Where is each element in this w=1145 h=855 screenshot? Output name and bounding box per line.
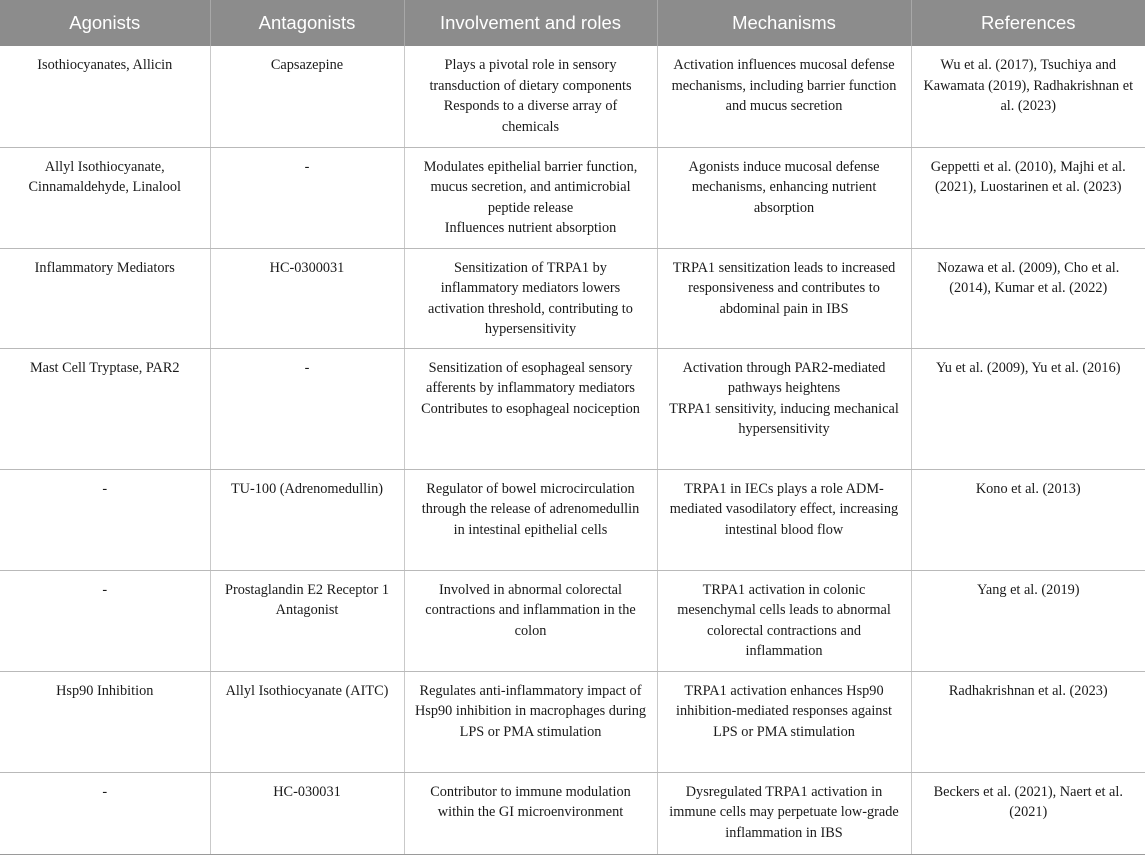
roles-cell [404, 469, 657, 570]
agonists-cell [0, 469, 210, 570]
roles-cell [404, 348, 657, 469]
table-header [0, 0, 1145, 46]
mechanisms-text: Agonists induce mucosal defense mechanisms, enhancing nutrient absorption [688, 158, 880, 216]
references-text: Nozawa et al. (2009), Cho et al. (2014), Kumar et al. (2022) [937, 259, 1120, 296]
roles-text: Responds to a diverse array of chemicals [443, 98, 618, 135]
agonists-cell [0, 671, 210, 772]
antagonists-text: Allyl Isothiocyanate (AITC) [225, 682, 389, 699]
mechanisms-text: Dysregulated TRPA1 activation in immune cells may perpetuate low-grade inflammation in IBS [669, 783, 899, 841]
mechanisms-text: Activation through PAR2-mediated pathways heightens [682, 359, 886, 396]
agonists-text: Hsp90 Inhibition [56, 682, 154, 699]
antagonists-cell [210, 469, 404, 570]
references-text: Beckers et al. (2021), Naert et al. (2021) [933, 783, 1123, 820]
header-involvement-roles: Involvement and roles [404, 0, 657, 46]
antagonists-cell [210, 248, 404, 348]
antagonists-text: Capsazepine [270, 57, 344, 73]
agonists-text: - [102, 783, 108, 800]
agonists-text: Mast Cell Tryptase, PAR2 [29, 359, 180, 376]
agonists-text: Isothiocyanates, Allicin [37, 57, 173, 73]
roles-text: Sensitization of esophageal sensory afferents by inflammatory mediators [426, 359, 635, 396]
mechanisms-text: TRPA1 sensitization leads to increased responsiveness and contributes to abdominal pain in IBS [672, 259, 896, 317]
table-row [0, 469, 1145, 570]
agonists-cell [0, 570, 210, 671]
antagonists-cell [210, 772, 404, 854]
roles-cell [404, 772, 657, 854]
mechanisms-cell [657, 469, 911, 570]
agonists-text: - [102, 581, 108, 598]
references-text: Yang et al. (2019) [976, 581, 1080, 598]
references-cell [911, 147, 1145, 248]
agonists-text: Allyl Isothiocyanate, Cinnamaldehyde, Linalool [28, 158, 181, 195]
roles-text: Plays a pivotal role in sensory transduction of dietary components [429, 57, 632, 94]
agonists-cell [0, 248, 210, 348]
roles-cell [404, 570, 657, 671]
references-text: Radhakrishnan et al. (2023) [948, 682, 1108, 699]
antagonists-cell [210, 46, 404, 147]
references-text: Geppetti et al. (2010), Majhi et al. (2021), Luostarinen et al. (2023) [930, 158, 1126, 195]
references-cell [911, 46, 1145, 147]
header-antagonists: Antagonists [210, 0, 404, 46]
roles-text: Regulates anti-inflammatory impact of Hsp90 inhibition in macrophages during LPS or PMA stimulation [414, 682, 647, 740]
agonists-cell [0, 46, 210, 147]
table-row [0, 671, 1145, 772]
mechanisms-cell [657, 348, 911, 469]
references-cell [911, 469, 1145, 570]
mechanisms-text: TRPA1 activation enhances Hsp90 inhibition-mediated responses against LPS or PMA stimulation [676, 682, 892, 740]
antagonists-text: HC-030031 [273, 783, 341, 800]
references-cell [911, 248, 1145, 348]
references-text: Wu et al. (2017), Tsuchiya and Kawamata (2019), Radhakrishnan et al. (2023) [923, 57, 1134, 114]
table-row [0, 570, 1145, 671]
references-text: Yu et al. (2009), Yu et al. (2016) [936, 359, 1121, 376]
roles-text: Modulates epithelial barrier function, mucus secretion, and antimicrobial peptide release [423, 158, 638, 216]
mechanisms-text: TRPA1 sensitivity, inducing mechanical hypersensitivity [669, 400, 899, 437]
antagonists-text: - [304, 359, 310, 376]
mechanisms-cell [657, 46, 911, 147]
mechanisms-cell [657, 147, 911, 248]
table-row [0, 147, 1145, 248]
roles-cell [404, 671, 657, 772]
mechanisms-text: TRPA1 in IECs plays a role ADM-mediated vasodilatory effect, increasing intestinal blood flow [669, 480, 899, 538]
header-agonists: Agonists [0, 0, 210, 46]
roles-text: Contributes to esophageal nociception [421, 400, 640, 417]
agonists-cell [0, 772, 210, 854]
roles-text: Contributor to immune modulation within the GI microenvironment [430, 783, 631, 820]
table-row [0, 46, 1145, 147]
roles-text: Sensitization of TRPA1 by inflammatory mediators lowers activation threshold, contributing to hypersensitivity [428, 259, 633, 337]
antagonists-cell [210, 570, 404, 671]
mechanisms-text: Activation influences mucosal defense mechanisms, including barrier function and mucus secretion [671, 57, 897, 114]
header-row [0, 0, 1145, 46]
roles-text: Involved in abnormal colorectal contractions and inflammation in the colon [425, 581, 636, 639]
header-mechanisms: Mechanisms [657, 0, 911, 46]
agonists-text: - [102, 480, 108, 497]
antagonists-text: HC-0300031 [269, 259, 345, 276]
mechanisms-cell [657, 671, 911, 772]
references-text: Kono et al. (2013) [975, 480, 1081, 497]
agonists-cell [0, 348, 210, 469]
roles-text: Influences nutrient absorption [444, 220, 617, 236]
antagonists-cell [210, 147, 404, 248]
antagonists-cell [210, 348, 404, 469]
references-cell [911, 772, 1145, 854]
mechanisms-text: TRPA1 activation in colonic mesenchymal cells leads to abnormal colorectal contractions and inflammation [677, 581, 891, 659]
header-references: References [911, 0, 1145, 46]
antagonists-text: Prostaglandin E2 Receptor 1 Antagonist [225, 581, 389, 618]
mechanisms-cell [657, 570, 911, 671]
mechanisms-cell [657, 772, 911, 854]
antagonists-text: - [304, 158, 310, 175]
roles-cell [404, 248, 657, 348]
references-cell [911, 570, 1145, 671]
roles-cell [404, 147, 657, 248]
references-cell [911, 671, 1145, 772]
table-body [0, 46, 1145, 854]
roles-cell [404, 46, 657, 147]
antagonists-text: TU-100 (Adrenomedullin) [230, 480, 384, 497]
table-row [0, 348, 1145, 469]
mechanisms-cell [657, 248, 911, 348]
agonists-text: Inflammatory Mediators [34, 259, 175, 276]
roles-text: Regulator of bowel microcirculation through the release of adrenomedullin in intestinal epithelial cells [421, 480, 640, 538]
references-cell [911, 348, 1145, 469]
antagonists-cell [210, 671, 404, 772]
table-row [0, 772, 1145, 854]
agonists-cell [0, 147, 210, 248]
table-row [0, 248, 1145, 348]
